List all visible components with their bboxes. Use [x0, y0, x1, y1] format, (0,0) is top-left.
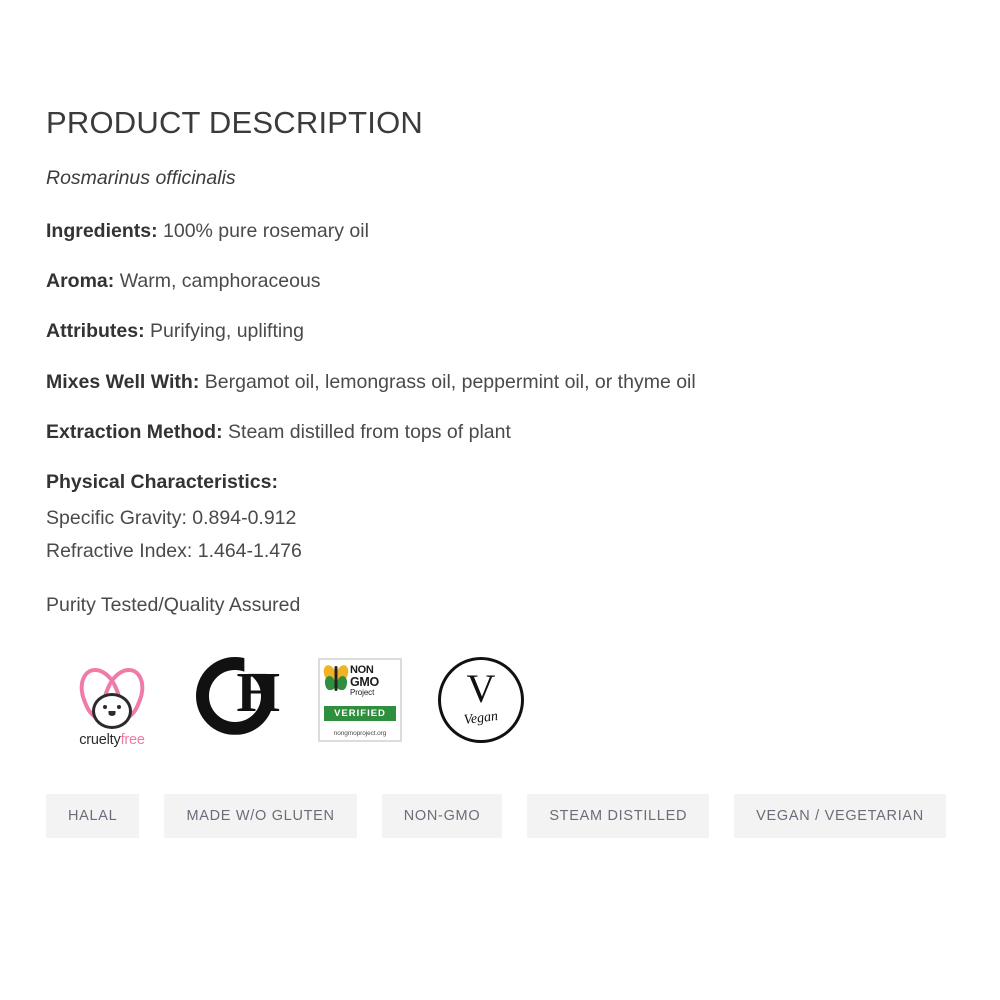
- tag-vegan-vegetarian[interactable]: VEGAN / VEGETARIAN: [734, 794, 946, 839]
- spec-aroma-label: Aroma:: [46, 269, 115, 292]
- specific-gravity: Specific Gravity: 0.894-0.912: [46, 506, 297, 529]
- certification-logos: [64, 648, 952, 752]
- tag-steam-distilled[interactable]: STEAM DISTILLED: [527, 794, 709, 839]
- physical-characteristics-heading: Physical Characteristics:: [46, 471, 278, 494]
- spec-mixes-well-with-label: Mixes Well With:: [46, 370, 200, 393]
- physical-characteristics: [46, 470, 952, 567]
- page-title: PRODUCT DESCRIPTION: [46, 105, 423, 140]
- cruelty-free-label: [79, 732, 145, 748]
- spec-extraction-method-label: Extraction Method:: [46, 421, 223, 444]
- circle-h-letter: H: [236, 661, 280, 724]
- refractive-index: Refractive Index: 1.464-1.476: [46, 539, 302, 562]
- spec-ingredients: [46, 219, 952, 243]
- spec-aroma-value: Warm, camphoraceous: [119, 269, 321, 292]
- tag-non-gmo[interactable]: NON-GMO: [382, 794, 503, 839]
- non-gmo-line-3: Project: [350, 687, 375, 697]
- vegan-word: Vegan: [463, 708, 499, 728]
- spec-extraction-method-value: Steam distilled from tops of plant: [228, 421, 511, 444]
- non-gmo-project-verified-logo: [318, 658, 402, 742]
- tag-made-wo-gluten[interactable]: MADE W/O GLUTEN: [164, 794, 356, 839]
- non-gmo-verified-banner: VERIFIED: [324, 706, 396, 721]
- cruelty-free-bunny-icon: [73, 667, 151, 729]
- spec-mixes-well-with-value: Bergamot oil, lemongrass oil, peppermint oil, or thyme oil: [204, 370, 696, 393]
- spec-extraction-method: [46, 420, 952, 444]
- spec-ingredients-value: 100% pure rosemary oil: [163, 219, 369, 242]
- spec-ingredients-label: Ingredients:: [46, 219, 158, 242]
- non-gmo-line-2: GMO: [350, 674, 379, 689]
- attribute-tag-list: [46, 794, 952, 839]
- spec-mixes-well-with: [46, 370, 952, 394]
- spec-attributes-label: Attributes:: [46, 320, 145, 343]
- butterfly-icon: [324, 664, 348, 694]
- spec-attributes-value: Purifying, uplifting: [150, 320, 304, 343]
- spec-attributes: [46, 319, 952, 343]
- vegan-letter: V: [466, 665, 496, 711]
- non-gmo-url: nongmoproject.org: [333, 729, 387, 737]
- latin-name: Rosmarinus officinalis: [46, 167, 236, 190]
- tag-halal[interactable]: HALAL: [46, 794, 139, 839]
- circle-h-kosher-logo: [196, 657, 282, 743]
- purity-statement: Purity Tested/Quality Assured: [46, 594, 301, 617]
- spec-aroma: [46, 269, 952, 293]
- cruelty-free-word-1: cruelty: [79, 731, 121, 748]
- non-gmo-line-1: NON: [350, 663, 374, 676]
- vegan-logo: [438, 657, 524, 743]
- cruelty-free-word-2: free: [120, 731, 145, 748]
- cruelty-free-logo: [64, 652, 160, 748]
